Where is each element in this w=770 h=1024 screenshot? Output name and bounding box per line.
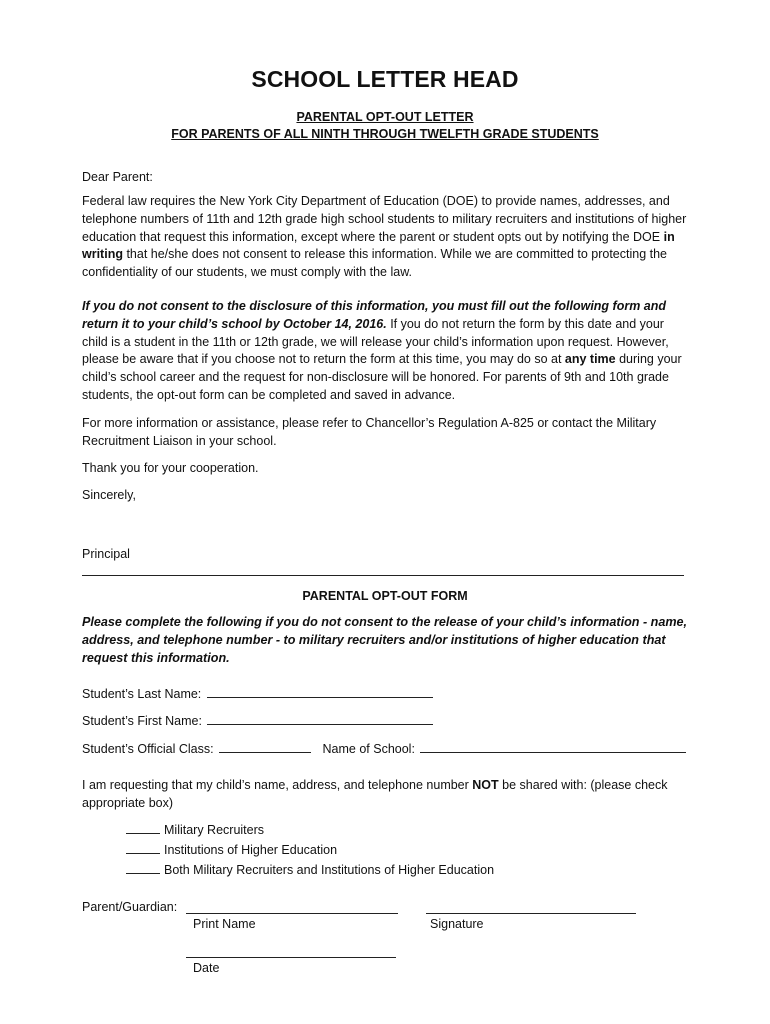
official-class-field[interactable] (219, 740, 311, 753)
greeting: Dear Parent: (82, 170, 153, 184)
last-name-field[interactable] (207, 685, 433, 698)
form-title: PARENTAL OPT-OUT FORM (302, 589, 468, 603)
request-text: I am requesting that my child’s name, address, and telephone number (82, 778, 473, 792)
option-label: Both Military Recruiters and Institutions of Higher Education (164, 863, 495, 877)
option-label: Military Recruiters (164, 823, 265, 837)
closing-line: Sincerely, (82, 488, 136, 502)
paragraph-text: during your child’s school career and the request for non-disclosure will be honored. For parents of 9th and 10th grade students, the opt-out form can be completed and saved in advance. (82, 352, 682, 402)
official-class-label: Student’s Official Class: (82, 742, 214, 756)
checkbox-blank[interactable] (126, 841, 160, 854)
paragraph-consent-deadline (82, 298, 692, 405)
print-name-field[interactable] (186, 913, 398, 914)
signature-field[interactable] (426, 913, 636, 914)
option-military-recruiters[interactable] (126, 821, 264, 837)
signature-label: Signature (430, 917, 484, 931)
emphasis-text: any time (564, 352, 616, 367)
checkbox-blank[interactable] (126, 821, 160, 834)
paragraph-text: If you do not return the form by this date and your child is a student in the 11th or 12th grade, we will release your child’s information upon request. However, please be aware that if you choose not to return the form at this time, you may do so at (82, 316, 669, 367)
letter-subtitle: PARENTAL OPT-OUT LETTER (296, 110, 474, 124)
first-name-label: Student’s First Name: (82, 714, 202, 728)
print-name-label: Print Name (193, 917, 256, 931)
thank-you-line: Thank you for your cooperation. (82, 461, 259, 475)
option-label: Institutions of Higher Education (164, 843, 338, 857)
school-name-label: Name of School: (322, 742, 415, 756)
paragraph-more-info: For more information or assistance, please refer to Chancellor’s Regulation A-825 or contact the Military Recruitment Liaison in your school. (82, 416, 657, 448)
paragraph-federal-law (82, 193, 692, 282)
emphasis-text: in writing (82, 229, 675, 262)
class-school-row (82, 740, 686, 756)
date-label: Date (193, 961, 220, 975)
parent-guardian-label: Parent/Guardian: (82, 900, 178, 914)
form-instructions: Please complete the following if you do not consent to the release of your child’s information - name, address, and telephone number - to military recruiters and/or institutions of higher education that request this information. (82, 615, 688, 665)
date-field[interactable] (186, 957, 396, 958)
option-higher-education[interactable] (126, 841, 337, 857)
request-emphasis: NOT (472, 778, 499, 792)
section-divider (82, 575, 684, 576)
school-name-field[interactable] (420, 740, 686, 753)
request-statement (82, 777, 692, 813)
letterhead-title: SCHOOL LETTER HEAD (251, 66, 519, 92)
letter-audience-subtitle: FOR PARENTS OF ALL NINTH THROUGH TWELFTH GRADE STUDENTS (171, 127, 599, 141)
last-name-row (82, 685, 433, 701)
first-name-field[interactable] (207, 712, 433, 725)
request-text: be shared with: (please check appropriate box) (82, 778, 668, 810)
last-name-label: Student’s Last Name: (82, 687, 202, 701)
paragraph-text: that he/she does not consent to release this information. While we are committed to protecting the confidentiality of our students, we must comply with the law. (82, 247, 668, 280)
signer-title: Principal (82, 547, 130, 561)
first-name-row (82, 712, 433, 728)
deadline-notice: If you do not consent to the disclosure of this information, you must fill out the following form and return it to your child’s school by October 14, 2016. (82, 299, 667, 331)
option-both[interactable] (126, 861, 494, 877)
paragraph-text: Federal law requires the New York City Department of Education (DOE) to provide names, addresses, and telephone numbers of 11th and 12th grade high school students to military recruiters and institutions of higher education that request this information, except where the parent or student opts out by notifying the DOE (82, 194, 687, 244)
checkbox-blank[interactable] (126, 861, 160, 874)
